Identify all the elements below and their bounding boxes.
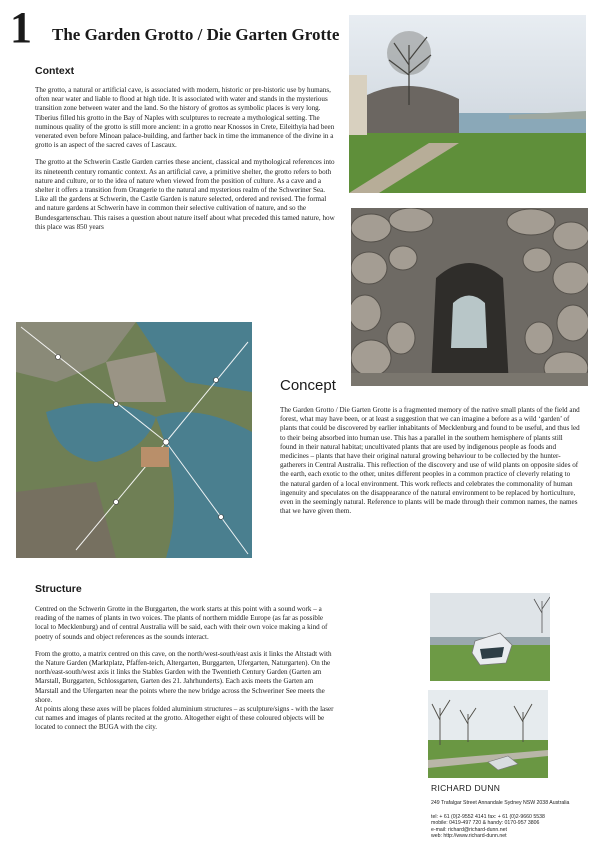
page-title: The Garden Grotto / Die Garten Grotte	[52, 25, 340, 44]
sculpture-photo-1	[430, 593, 550, 681]
contact-web[interactable]: web: http://www.richard-dunn.net	[431, 833, 507, 840]
context-heading: Context	[35, 65, 75, 77]
contact-name: RICHARD DUNN	[431, 783, 501, 793]
structure-text	[35, 605, 335, 741]
concept-text	[280, 406, 580, 524]
structure-paragraph-3: At points along these axes will be places folded aluminium structures – as sculpture/signs - with the laser cut names and images of plants recited at the grotto. Altogether eight of these coloured objects will be located to connect the BUGA with the city.	[35, 705, 334, 732]
contact-email[interactable]: e-mail: richard@richard-dunn.net	[431, 826, 507, 833]
structure-paragraph-1: Centred on the Schwerin Grotte in the Burggarten, the work starts at this point with a sound work – a reading of the names of plants in two voices. The plants of northern middle Europe (as far as possible local to Mecklenburg) and of central Australia will be said, each with their own voice making a kind of poetry of sounds and object references as the sounds interact.	[35, 605, 328, 641]
sculpture-photo-2	[428, 690, 548, 778]
concept-heading: Concept	[280, 377, 336, 394]
contact-mobile: mobile: 0419-497 720 & handy: 0170-957 3806	[431, 820, 540, 827]
structure-paragraph-2: From the grotto, a matrix centred on this cave, on the north/west-south/east axis it links the Altstadt with the Nature Garden (Marktplatz, Pfaffen-teich, Altergarten, Burggarten, Ufergarten, Naturgarten). On the north/east-south/west axis it links the Stables Garden with the Twentieth Century Garden (Garten am Marstall, Burggarten, Schlossgarten, Garten des 21. Jahrhunderts). Each axis meets the Garten am Marstall and the Ufergarten near the points where the new bridge across the Schweriner See meets the shore.	[35, 649, 332, 704]
structure-heading: Structure	[35, 583, 82, 595]
aerial-map-photo	[16, 322, 252, 558]
contact-address: 249 Trafalgar Street Annandale Sydney NSW 2038 Australia	[431, 800, 570, 806]
grotto-interior-photo	[351, 208, 588, 386]
grotto-exterior-photo	[349, 15, 586, 193]
contact-details	[431, 814, 545, 840]
section-number: 1	[10, 3, 32, 52]
concept-paragraph-1: The Garden Grotto / Die Garten Grotte is a fragmented memory of the native small plants of the field and forest, what may have been, or at least a suggestion that we can imagine a before as a wild ‘garden’ of plants that could be discovered by earlier inhabitants of Mecklenburg and found to be useful, and thus led to their being absorbed into human use. This has a parallel in the southern hemisphere of plants still found in their natural habitat; uncultivated plants that are used by indigenous people as foods and medicines – plants that have their original natural growing behaviour to be collected by the hunter-gatherers in Central Australia. This reflection of the discovery and use of wild plants on opposite sides of the earth, each exotic to the other, unites different peoples in a common practice of cleverly relating to the natural garden of a local environment. This work reflects and celebrates the commonality of human ingenuity and speculates on the disappearance of the natural environment to be replaced by horticulture, even in the seemingly natural. Reference to plants will be made through their common names, the names that we have given them.	[280, 406, 580, 516]
contact-phone: tel: + 61 (0)2-9552 4141 fax: + 61 (0)2-9660 5538	[431, 814, 545, 820]
context-text	[35, 86, 335, 240]
context-paragraph-2: The grotto at the Schwerin Castle Garden carries these ancient, classical and mythological references into its nineteenth century romantic context. As an artificial cave, a primitive shelter, the grotto refers to both nature and culture, or to the idea of nature when viewed from the position of culture. As a cave and a shelter it offers a transition from Orangerie to the natural and mysterious realm of the Schweriner Sea. Like all the gardens at Schwerin, the Castle Garden is nature selected, ordered and revised. The formal and nature gardens at Schwerin have in common their selective cultivation of nature, and so the Bundesgartenschau. This raises a question about nature itself about what preceded this tamed nature, how this place was 850 years	[35, 158, 335, 231]
context-paragraph-1: The grotto, a natural or artificial cave, is associated with modern, historic or pre-historic use by humans, often near water and liable to flood at high tide. It is associated with water and stands in the mysterious transition zone between water and the land. So the history of grottos as symbolic places is very long. Tiberius filled his grotto in the Bay of Naples with sculptures to recreate a mythological setting. The numinous quality of the grotto is still more ancient: in a grotto near Knossos in Crete, Eileithyia had been venerated even before Minoan palace-building, and farther back in time the immanence of the divine in a grotto is an aspect of the sacred caves of Lascaux.	[35, 86, 335, 150]
